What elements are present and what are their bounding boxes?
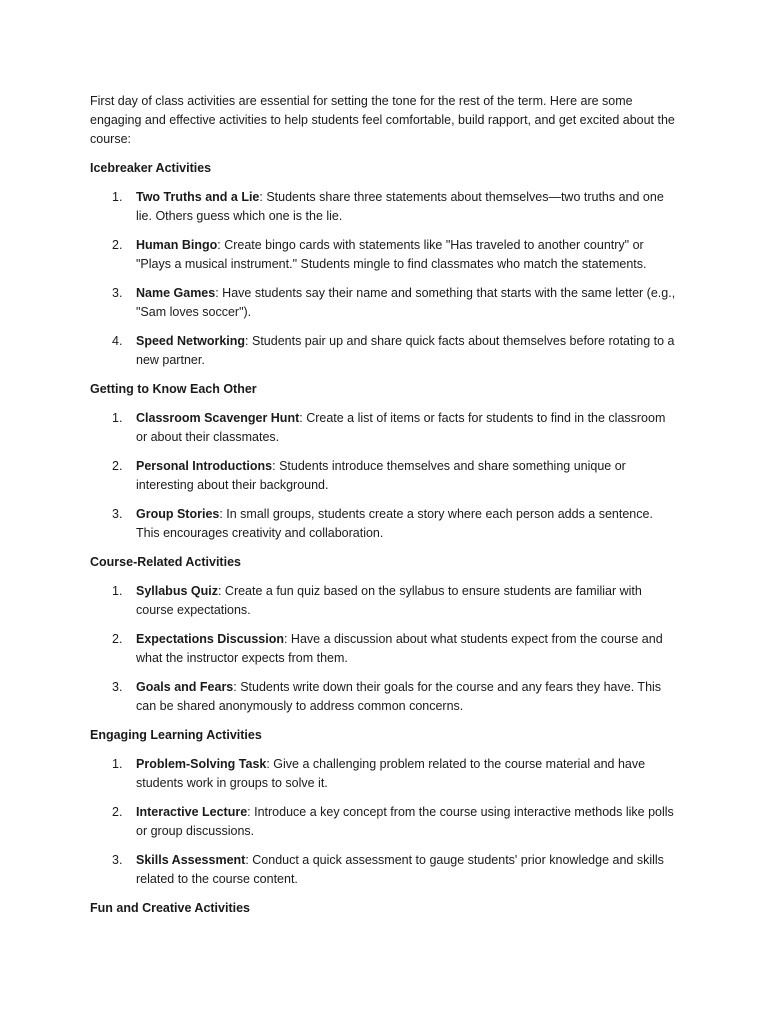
list-item-term: Name Games xyxy=(136,286,216,300)
list-item-term: Speed Networking xyxy=(136,334,246,348)
section-heading: Course-Related Activities xyxy=(90,555,241,569)
section-icebreaker-activities xyxy=(90,159,678,370)
list-item xyxy=(90,409,678,447)
section-heading: Engaging Learning Activities xyxy=(90,728,262,742)
section-engaging-learning-activities xyxy=(90,726,678,889)
list-item-term: Skills Assessment xyxy=(136,853,246,867)
list-item xyxy=(90,332,678,370)
list-item-text: : Give a challenging problem related to the course material and have students work in groups to solve it. xyxy=(136,757,646,790)
list-item-term: Personal Introductions xyxy=(136,459,273,473)
list-item xyxy=(90,630,678,668)
section-getting-to-know-each-other xyxy=(90,380,678,543)
numbered-list xyxy=(90,755,678,889)
section-fun-and-creative-activities xyxy=(90,899,678,918)
list-number: 4. xyxy=(112,334,123,348)
section-heading: Fun and Creative Activities xyxy=(90,901,250,915)
list-item-text: : Create a list of items or facts for students to find in the classroom or about their classmates. xyxy=(136,411,666,444)
section-course-related-activities xyxy=(90,553,678,716)
list-item xyxy=(90,457,678,495)
list-item-text: : Conduct a quick assessment to gauge students' prior knowledge and skills related to the course content. xyxy=(136,853,664,886)
list-item-term: Two Truths and a Lie xyxy=(136,190,260,204)
list-number: 1. xyxy=(112,757,123,771)
list-item-text: : Students pair up and share quick facts about themselves before rotating to a new partner. xyxy=(136,334,675,367)
list-item xyxy=(90,851,678,889)
list-item-term: Group Stories xyxy=(136,507,220,521)
list-item-text: : Create a fun quiz based on the syllabus to ensure students are familiar with course expectations. xyxy=(136,584,642,617)
list-number: 3. xyxy=(112,853,123,867)
list-item-term: Syllabus Quiz xyxy=(136,584,218,598)
list-number: 1. xyxy=(112,584,123,598)
list-number: 2. xyxy=(112,805,123,819)
list-item-text: : Students introduce themselves and share something unique or interesting about their background. xyxy=(136,459,626,492)
list-item-text: : Students share three statements about themselves—two truths and one lie. Others guess which one is the lie. xyxy=(136,190,664,223)
list-item xyxy=(90,505,678,543)
list-number: 1. xyxy=(112,411,123,425)
list-number: 2. xyxy=(112,238,123,252)
list-item-text: : In small groups, students create a story where each person adds a sentence. This encourages creativity and collaboration. xyxy=(136,507,653,540)
intro-paragraph: First day of class activities are essential for setting the tone for the rest of the term. Here are some engaging and effective activities to help students feel comfortable, build rapport, and get excited about the course: xyxy=(90,94,675,146)
numbered-list xyxy=(90,582,678,716)
list-item xyxy=(90,755,678,793)
list-item-text: : Have a discussion about what students expect from the course and what the instructor expects from them. xyxy=(136,632,663,665)
section-heading: Getting to Know Each Other xyxy=(90,382,257,396)
list-number: 2. xyxy=(112,459,123,473)
numbered-list xyxy=(90,188,678,370)
list-item xyxy=(90,284,678,322)
list-item-term: Problem-Solving Task xyxy=(136,757,267,771)
list-number: 3. xyxy=(112,286,123,300)
list-item-text: : Introduce a key concept from the course using interactive methods like polls or group discussions. xyxy=(136,805,674,838)
list-number: 1. xyxy=(112,190,123,204)
list-item xyxy=(90,188,678,226)
list-item xyxy=(90,803,678,841)
list-item-term: Classroom Scavenger Hunt xyxy=(136,411,300,425)
list-number: 3. xyxy=(112,507,123,521)
list-number: 2. xyxy=(112,632,123,646)
list-item-text: : Create bingo cards with statements like "Has traveled to another country" or "Plays a musical instrument." Students mingle to find classmates who match the statements. xyxy=(136,238,647,271)
list-item xyxy=(90,678,678,716)
list-item-term: Interactive Lecture xyxy=(136,805,248,819)
section-heading: Icebreaker Activities xyxy=(90,161,212,175)
list-item-text: : Have students say their name and something that starts with the same letter (e.g., "Sam loves soccer"). xyxy=(136,286,676,319)
list-item xyxy=(90,236,678,274)
list-item-text: : Students write down their goals for the course and any fears they have. This can be shared anonymously to address common concerns. xyxy=(136,680,662,713)
list-item xyxy=(90,582,678,620)
list-item-term: Goals and Fears xyxy=(136,680,234,694)
numbered-list xyxy=(90,409,678,543)
list-item-term: Human Bingo xyxy=(136,238,218,252)
list-number: 3. xyxy=(112,680,123,694)
list-item-term: Expectations Discussion xyxy=(136,632,284,646)
